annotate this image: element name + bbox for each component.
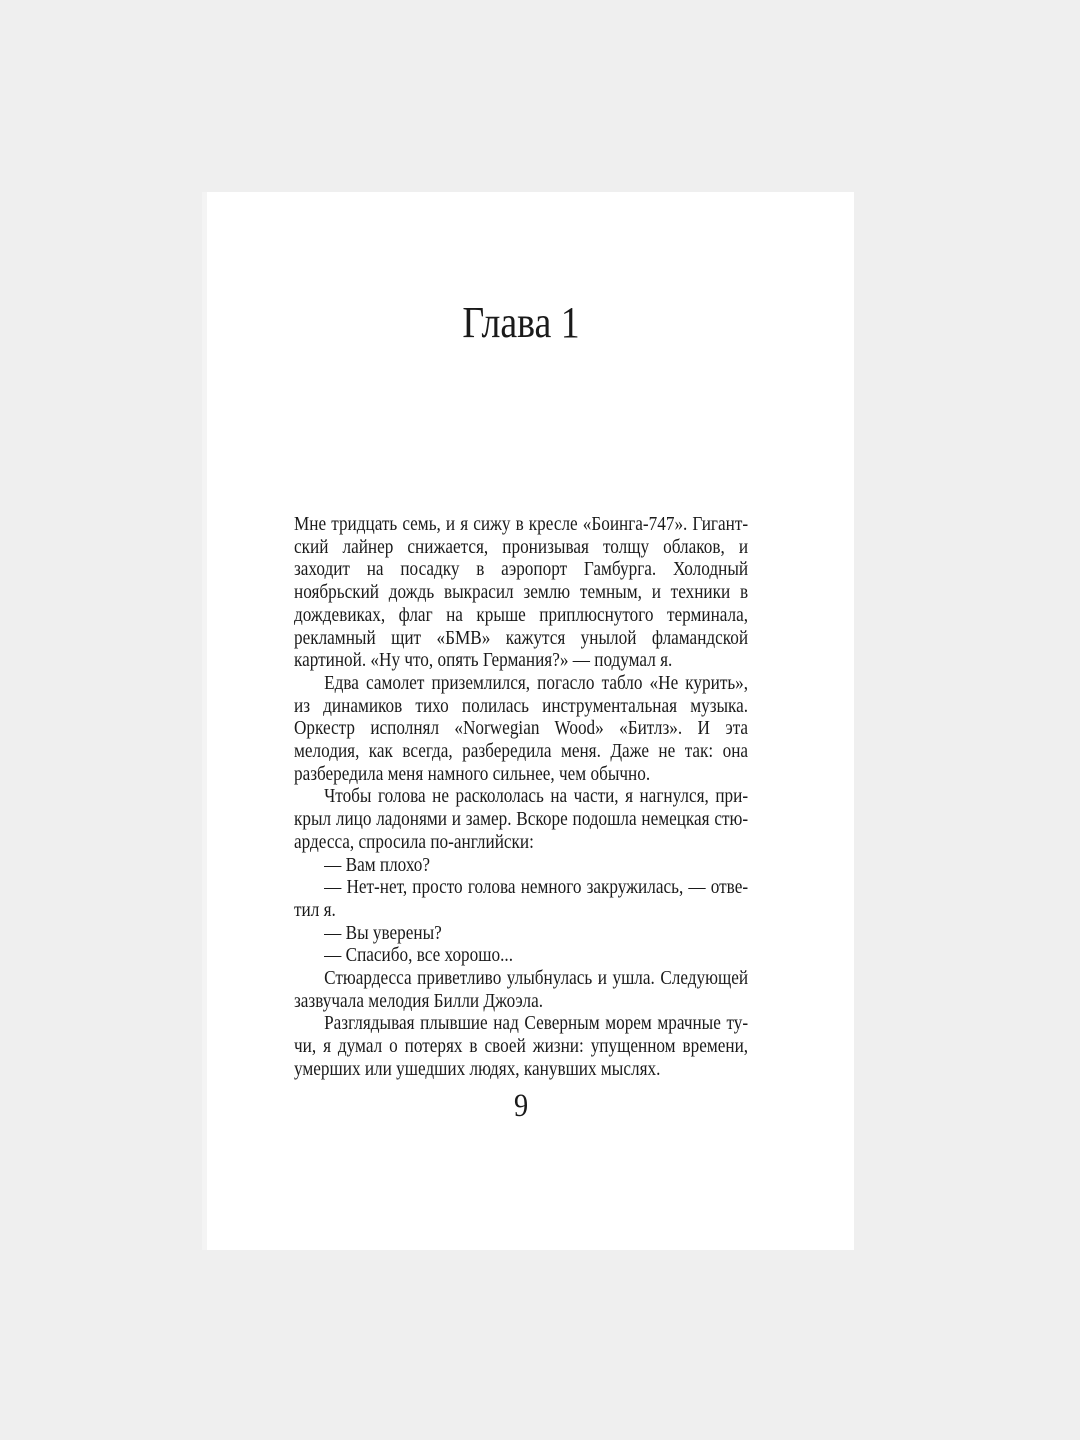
page-spine-edge	[202, 192, 207, 1250]
chapter-title: Глава 1	[462, 298, 580, 347]
paragraph: Стюардесса приветливо улыбнулась и ушла. Следующей зазвучала мелодия Билли Джоэла.	[294, 967, 749, 1012]
dialogue-line: — Нет-нет, просто голова немного закружилась, — ответил я.	[294, 876, 749, 921]
paragraph: Разглядывая плывшие над Северным морем мрачные тучи, я думал о потерях в своей жизни: упущенном времени, умерших или ушедших людях, канувших мыслях.	[294, 1012, 749, 1080]
paragraph: Едва самолет приземлился, погасло табло «Не курить», из динамиков тихо полилась инструментальная музыка. Оркестр исполнял «Norwegian Wood» «Битлз». И эта мелодия, как всегда, разбередила меня. Даже не так: она разбередила меня намного сильнее, чем обычно.	[294, 671, 749, 785]
dialogue-line: — Вам плохо?	[324, 853, 431, 876]
page-number: 9	[513, 1088, 529, 1124]
dialogue-line: — Вы уверены?	[324, 921, 442, 944]
book-page	[202, 192, 854, 1250]
paragraph: Мне тридцать семь, и я сижу в кресле «Боинга-747». Гигантский лайнер снижается, пронизывая толщу облаков, и заходит на посадку в аэропорт Гамбурга. Холодный ноябрьский дождь выкрасил землю темным, и техники в дождевиках, флаг на крыше приплюснутого терминала, рекламный щит «БМВ» кажутся унылой фламандской картиной. «Ну что, опять Германия?» — подумал я.	[294, 513, 749, 672]
page-text-block	[294, 513, 748, 1081]
paragraph: Чтобы голова не раскололась на части, я нагнулся, прикрыл лицо ладонями и замер. Вскоре подошла немецкая стюардесса, спросила по-английски:	[294, 785, 749, 853]
dialogue-line: — Спасибо, все хорошо...	[324, 944, 513, 967]
